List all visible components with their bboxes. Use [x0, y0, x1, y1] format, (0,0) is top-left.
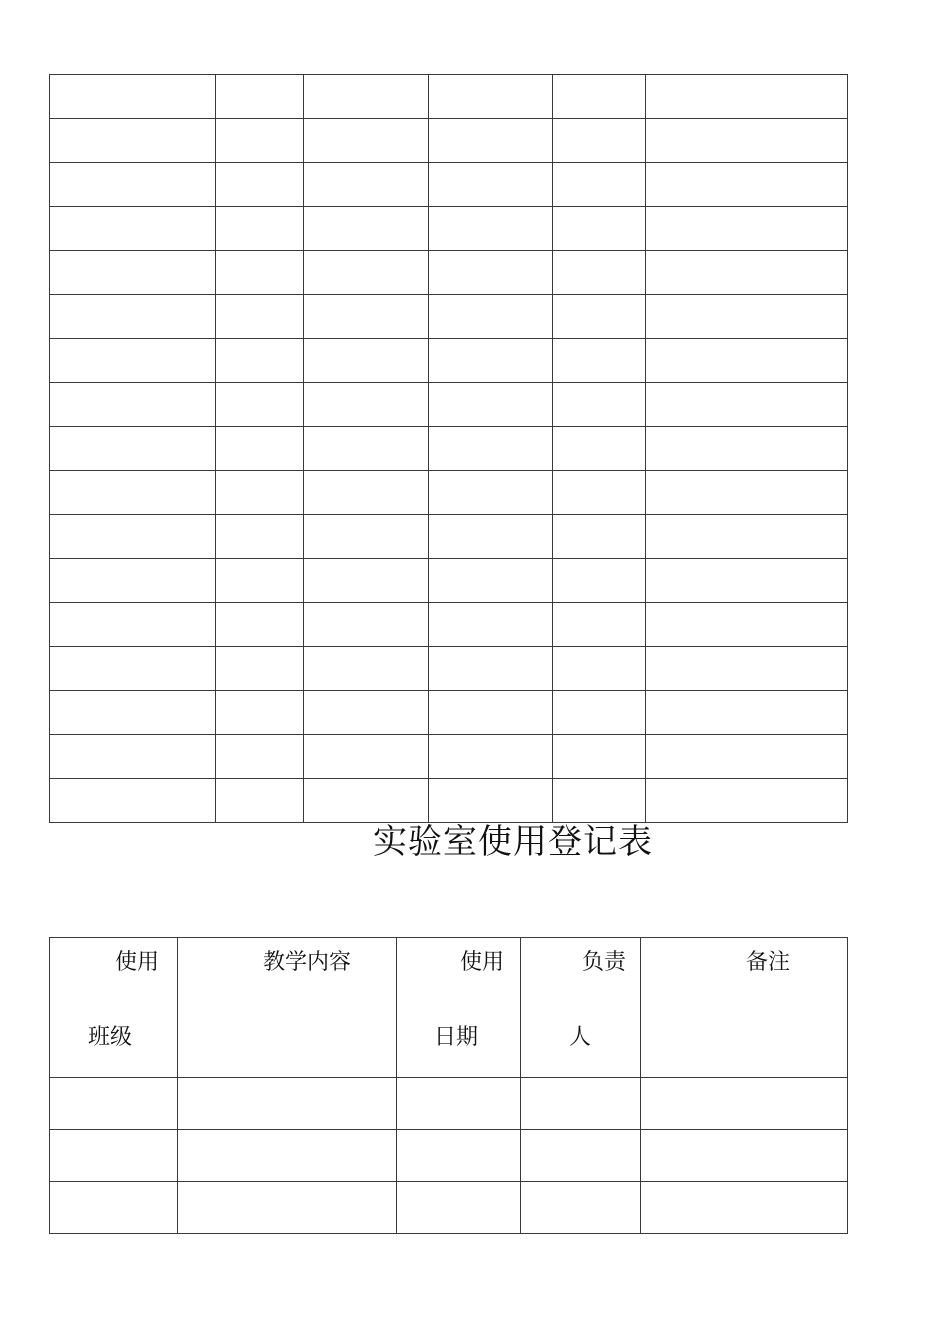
- register-cell[interactable]: [397, 1078, 521, 1130]
- grid-cell[interactable]: [429, 339, 553, 383]
- grid-cell[interactable]: [646, 339, 848, 383]
- grid-cell[interactable]: [553, 163, 646, 207]
- grid-cell[interactable]: [216, 119, 304, 163]
- register-cell[interactable]: [641, 1078, 848, 1130]
- grid-cell[interactable]: [216, 647, 304, 691]
- header-remarks-line1: 备注: [746, 950, 791, 975]
- grid-cell[interactable]: [50, 603, 216, 647]
- grid-row: [50, 515, 848, 559]
- grid-cell[interactable]: [429, 779, 553, 823]
- grid-row: [50, 427, 848, 471]
- header-content-line1: 教学内容: [263, 950, 352, 975]
- grid-cell[interactable]: [304, 603, 429, 647]
- grid-cell[interactable]: [429, 691, 553, 735]
- grid-cell[interactable]: [646, 559, 848, 603]
- grid-cell[interactable]: [553, 779, 646, 823]
- grid-cell[interactable]: [216, 295, 304, 339]
- grid-row: [50, 163, 848, 207]
- grid-row: [50, 207, 848, 251]
- grid-cell[interactable]: [553, 427, 646, 471]
- grid-cell[interactable]: [429, 75, 553, 119]
- grid-cell[interactable]: [304, 691, 429, 735]
- grid-cell[interactable]: [553, 691, 646, 735]
- register-row: [50, 1130, 848, 1182]
- grid-cell[interactable]: [429, 383, 553, 427]
- grid-cell[interactable]: [553, 603, 646, 647]
- header-row: [50, 938, 848, 1078]
- grid-cell[interactable]: [50, 691, 216, 735]
- grid-cell[interactable]: [429, 515, 553, 559]
- grid-row: [50, 647, 848, 691]
- grid-cell[interactable]: [646, 647, 848, 691]
- grid-cell[interactable]: [646, 75, 848, 119]
- grid-cell[interactable]: [304, 383, 429, 427]
- header-content: [178, 938, 397, 1078]
- grid-cell[interactable]: [50, 251, 216, 295]
- grid-cell[interactable]: [429, 471, 553, 515]
- header-remarks: [641, 938, 848, 1078]
- grid-cell[interactable]: [646, 163, 848, 207]
- grid-cell[interactable]: [216, 735, 304, 779]
- page-title: 实验室使用登记表: [373, 822, 653, 862]
- grid-cell[interactable]: [216, 603, 304, 647]
- register-cell[interactable]: [641, 1130, 848, 1182]
- grid-cell[interactable]: [50, 207, 216, 251]
- header-date-line1: 使用: [460, 950, 505, 975]
- grid-cell[interactable]: [50, 119, 216, 163]
- grid-cell[interactable]: [50, 427, 216, 471]
- grid-cell[interactable]: [50, 295, 216, 339]
- grid-row: [50, 251, 848, 295]
- grid-cell[interactable]: [646, 603, 848, 647]
- lab-usage-register-table: [49, 937, 848, 1234]
- register-cell[interactable]: [521, 1130, 641, 1182]
- grid-cell[interactable]: [553, 295, 646, 339]
- grid-cell[interactable]: [216, 559, 304, 603]
- grid-cell[interactable]: [429, 119, 553, 163]
- grid-cell[interactable]: [553, 471, 646, 515]
- grid-cell[interactable]: [304, 119, 429, 163]
- grid-cell[interactable]: [646, 471, 848, 515]
- grid-cell[interactable]: [50, 163, 216, 207]
- grid-cell[interactable]: [50, 471, 216, 515]
- grid-cell[interactable]: [429, 295, 553, 339]
- grid-cell[interactable]: [553, 119, 646, 163]
- grid-cell[interactable]: [553, 251, 646, 295]
- register-cell[interactable]: [397, 1182, 521, 1234]
- grid-cell[interactable]: [429, 251, 553, 295]
- grid-cell[interactable]: [429, 647, 553, 691]
- grid-cell[interactable]: [304, 251, 429, 295]
- grid-cell[interactable]: [216, 427, 304, 471]
- register-cell[interactable]: [521, 1078, 641, 1130]
- grid-cell[interactable]: [553, 559, 646, 603]
- register-cell[interactable]: [50, 1182, 178, 1234]
- grid-cell[interactable]: [646, 427, 848, 471]
- grid-cell[interactable]: [646, 207, 848, 251]
- grid-row: [50, 383, 848, 427]
- grid-cell[interactable]: [646, 119, 848, 163]
- grid-cell[interactable]: [216, 339, 304, 383]
- grid-cell[interactable]: [216, 779, 304, 823]
- grid-cell[interactable]: [553, 647, 646, 691]
- grid-row: [50, 295, 848, 339]
- grid-cell[interactable]: [50, 515, 216, 559]
- grid-cell[interactable]: [304, 207, 429, 251]
- grid-cell[interactable]: [216, 515, 304, 559]
- grid-cell[interactable]: [50, 339, 216, 383]
- grid-cell[interactable]: [304, 647, 429, 691]
- grid-row: [50, 559, 848, 603]
- grid-cell[interactable]: [304, 471, 429, 515]
- grid-cell[interactable]: [553, 339, 646, 383]
- register-cell[interactable]: [178, 1130, 397, 1182]
- grid-cell[interactable]: [216, 163, 304, 207]
- register-cell[interactable]: [397, 1130, 521, 1182]
- grid-cell[interactable]: [646, 691, 848, 735]
- register-cell[interactable]: [50, 1130, 178, 1182]
- grid-row: [50, 735, 848, 779]
- header-person: [521, 938, 641, 1078]
- grid-cell[interactable]: [304, 515, 429, 559]
- grid-cell[interactable]: [304, 75, 429, 119]
- header-date: [397, 938, 521, 1078]
- grid-cell[interactable]: [216, 383, 304, 427]
- grid-row: [50, 603, 848, 647]
- header-person-line1: 负责: [582, 950, 627, 975]
- grid-cell[interactable]: [646, 295, 848, 339]
- grid-cell[interactable]: [553, 515, 646, 559]
- grid-cell[interactable]: [50, 779, 216, 823]
- register-row: [50, 1182, 848, 1234]
- header-class-line2: 班级: [88, 1025, 133, 1050]
- grid-row: [50, 471, 848, 515]
- grid-row: [50, 119, 848, 163]
- grid-cell[interactable]: [553, 75, 646, 119]
- grid-cell[interactable]: [429, 163, 553, 207]
- grid-cell[interactable]: [216, 251, 304, 295]
- grid-cell[interactable]: [429, 735, 553, 779]
- grid-cell[interactable]: [304, 295, 429, 339]
- register-cell[interactable]: [521, 1182, 641, 1234]
- register-row: [50, 1078, 848, 1130]
- grid-cell[interactable]: [304, 427, 429, 471]
- grid-cell[interactable]: [429, 559, 553, 603]
- grid-cell[interactable]: [304, 339, 429, 383]
- grid-cell[interactable]: [553, 383, 646, 427]
- header-date-line2: 日期: [434, 1025, 479, 1050]
- grid-cell[interactable]: [646, 735, 848, 779]
- register-cell[interactable]: [178, 1078, 397, 1130]
- grid-cell[interactable]: [304, 163, 429, 207]
- grid-cell[interactable]: [50, 647, 216, 691]
- grid-cell[interactable]: [216, 471, 304, 515]
- grid-cell[interactable]: [429, 207, 553, 251]
- grid-cell[interactable]: [304, 735, 429, 779]
- grid-cell[interactable]: [50, 559, 216, 603]
- grid-row: [50, 779, 848, 823]
- grid-cell[interactable]: [50, 735, 216, 779]
- grid-cell[interactable]: [216, 75, 304, 119]
- header-class: [50, 938, 178, 1078]
- grid-row: [50, 75, 848, 119]
- grid-cell[interactable]: [50, 75, 216, 119]
- grid-cell[interactable]: [429, 427, 553, 471]
- grid-cell[interactable]: [216, 207, 304, 251]
- register-cell[interactable]: [50, 1078, 178, 1130]
- grid-cell[interactable]: [646, 251, 848, 295]
- grid-cell[interactable]: [50, 383, 216, 427]
- grid-row: [50, 339, 848, 383]
- header-person-line2: 人: [569, 1025, 592, 1050]
- grid-cell[interactable]: [553, 207, 646, 251]
- empty-grid-table: [49, 74, 848, 823]
- grid-cell[interactable]: [646, 383, 848, 427]
- grid-cell[interactable]: [553, 735, 646, 779]
- header-class-line1: 使用: [115, 950, 160, 975]
- grid-cell[interactable]: [429, 603, 553, 647]
- grid-cell[interactable]: [304, 559, 429, 603]
- grid-row: [50, 691, 848, 735]
- register-cell[interactable]: [641, 1182, 848, 1234]
- grid-cell[interactable]: [304, 779, 429, 823]
- grid-cell[interactable]: [216, 691, 304, 735]
- grid-cell[interactable]: [646, 515, 848, 559]
- grid-cell[interactable]: [646, 779, 848, 823]
- register-cell[interactable]: [178, 1182, 397, 1234]
